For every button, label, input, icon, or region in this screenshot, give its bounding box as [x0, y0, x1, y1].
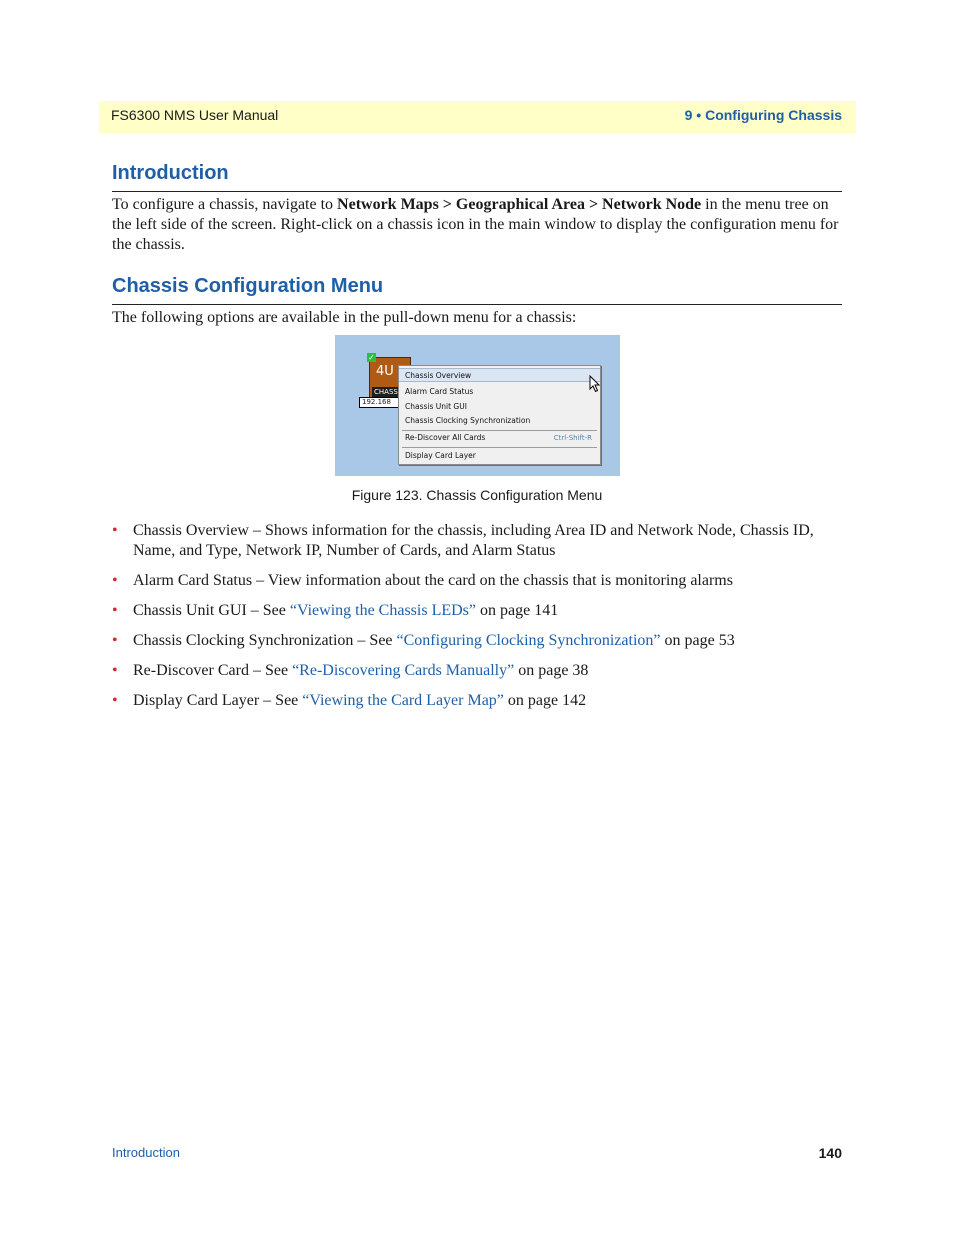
running-header — [99, 101, 856, 133]
menu-separator — [402, 447, 597, 448]
bullet-icon: • — [112, 522, 118, 539]
list-item — [112, 571, 842, 591]
chassis-menu-screenshot — [335, 335, 620, 476]
menu-item-alarm-card-status[interactable] — [399, 385, 600, 399]
list-item — [112, 631, 842, 651]
menu-options-list — [112, 521, 842, 721]
chapter-title: 9 • Configuring Chassis — [684, 107, 842, 123]
manual-title: FS6300 NMS User Manual — [111, 107, 279, 123]
page-reference: on page 141 — [476, 602, 559, 619]
menu-item-label: Alarm Card Status — [405, 387, 474, 396]
menu-item-label: Chassis Unit GUI — [405, 402, 467, 411]
cross-reference-link[interactable]: “Re-Discovering Cards Manually” — [292, 662, 515, 679]
menu-item-label: Chassis Clocking Synchronization — [405, 416, 531, 425]
menu-item-label: Display Card Layer — [405, 451, 476, 460]
list-item — [112, 661, 842, 681]
bullet-icon: • — [112, 572, 118, 589]
intro-text-1: To configure a chassis, navigate to — [112, 196, 338, 213]
menu-item-label: Chassis Overview — [405, 371, 472, 380]
list-item — [112, 691, 842, 711]
check-icon: ✓ — [368, 353, 375, 362]
chassis-size-label: 4U — [376, 364, 394, 379]
intro-text-2: in the menu tree on the left side of the screen. Right-click on a chassis icon in the main window to display the configuration menu for the chassis. — [112, 196, 839, 253]
footer-section: Introduction — [112, 1145, 180, 1160]
list-item-text: Chassis Overview – Shows information for the chassis, including Area ID and Network Node, Chassis ID, Name, and Type, Network IP, Number of Cards, and Alarm Status — [133, 522, 814, 559]
page-reference: on page 38 — [514, 662, 589, 679]
list-item — [112, 521, 842, 561]
cross-reference-link[interactable]: “Viewing the Card Layer Map” — [302, 692, 504, 709]
list-item-text: Chassis Unit GUI – See — [133, 602, 290, 619]
cross-reference-link[interactable]: “Viewing the Chassis LEDs” — [289, 602, 477, 619]
bullet-icon: • — [112, 692, 118, 709]
chassis-name-label: CHASS — [372, 387, 410, 398]
introduction-paragraph — [112, 195, 842, 255]
menu-item-chassis-overview[interactable] — [399, 368, 600, 382]
menu-item-rediscover-all-cards[interactable] — [399, 431, 600, 445]
page-reference: on page 53 — [660, 632, 735, 649]
menu-item-clocking-sync[interactable] — [399, 414, 600, 428]
heading-rule — [112, 191, 842, 192]
figure-caption: Figure 123. Chassis Configuration Menu — [351, 487, 603, 503]
intro-navigation-path: Network Maps > Geographical Area > Network Node — [337, 196, 702, 213]
list-item-text: Re-Discover Card – See — [133, 662, 293, 679]
menu-item-label: Re-Discover All Cards — [405, 433, 486, 442]
page-reference: on page 142 — [503, 692, 587, 709]
menu-item-chassis-unit-gui[interactable] — [399, 400, 600, 414]
bullet-icon: • — [112, 662, 118, 679]
mouse-pointer-icon — [589, 375, 601, 393]
menu-item-shortcut: Ctrl-Shift-R — [553, 434, 592, 442]
cross-reference-link[interactable]: “Configuring Clocking Synchronization” — [396, 632, 661, 649]
list-item — [112, 601, 842, 621]
menu-intro-paragraph: The following options are available in the pull-down menu for a chassis: — [112, 309, 577, 326]
list-item-text: Chassis Clocking Synchronization – See — [133, 632, 397, 649]
list-item-text: Alarm Card Status – View information about the card on the chassis that is monitoring alarms — [133, 572, 733, 589]
heading-rule — [112, 304, 842, 305]
introduction-heading: Introduction — [112, 162, 229, 184]
bullet-icon: • — [112, 632, 118, 649]
bullet-icon: • — [112, 602, 118, 619]
chassis-menu-heading: Chassis Configuration Menu — [112, 275, 384, 297]
page-number: 140 — [818, 1145, 842, 1161]
list-item-text: Display Card Layer – See — [133, 692, 303, 709]
context-menu — [398, 365, 601, 465]
menu-item-display-card-layer[interactable] — [399, 449, 600, 463]
ip-address-label: 192.168 — [359, 397, 403, 408]
